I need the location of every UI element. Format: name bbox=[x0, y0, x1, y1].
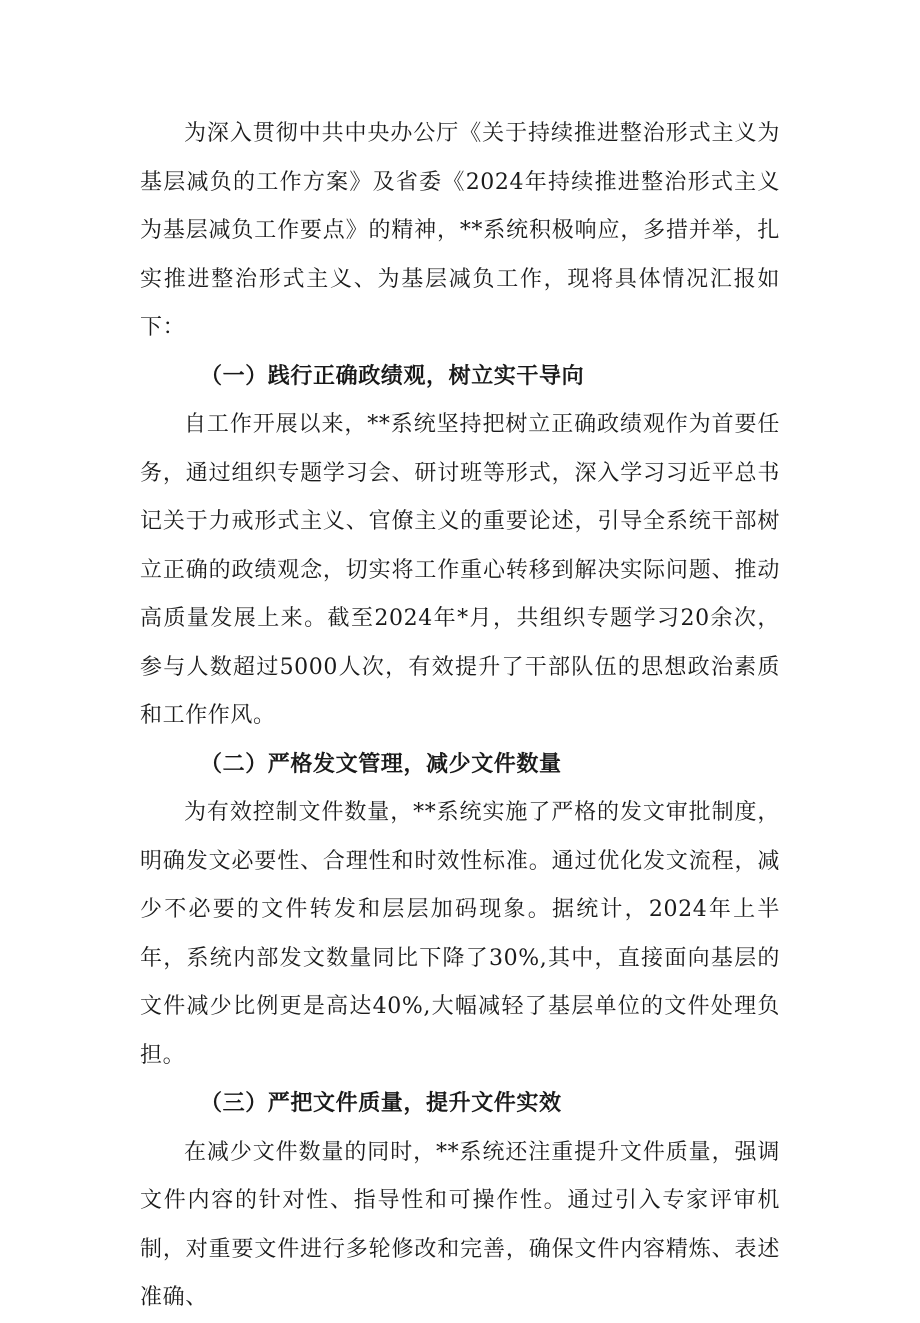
section-body-1: 自工作开展以来，**系统坚持把树立正确政绩观作为首要任务，通过组织专题学习会、研讨班等形式，深入学习习近平总书记关于力戒形式主义、官僚主义的重要论述，引导全系统干部树立正确的政绩观念，切实将工作重心转移到解决实际问题、推动高质量发展上来。截至2024年*月，共组织专题学习20余次，参与人数超过5000人次，有效提升了干部队伍的思想政治素质和工作作风。 bbox=[140, 412, 780, 728]
section-heading-3: （三）严把文件质量，提升文件实效 bbox=[200, 1091, 562, 1116]
document-body bbox=[140, 110, 780, 1323]
section-heading-2: （二）严格发文管理，减少文件数量 bbox=[200, 751, 562, 777]
intro-paragraph: 为深入贯彻中共中央办公厅《关于持续推进整治形式主义为基层减负的工作方案》及省委《2024年持续推进整治形式主义为基层减负工作要点》的精神，**系统积极响应，多措并举，扎实推进整治形式主义、为基层减负工作，现将具体情况汇报如下： bbox=[140, 121, 780, 340]
section-body-2: 为有效控制文件数量，**系统实施了严格的发文审批制度，明确发文必要性、合理性和时效性标准。通过优化发文流程，减少不必要的文件转发和层层加码现象。据统计，2024年上半年，系统内部发文数量同比下降了30%,其中，直接面向基层的文件减少比例更是高达40%,大幅减轻了基层单位的文件处理负担。 bbox=[140, 800, 780, 1068]
section-heading-1: （一）践行正确政绩观，树立实干导向 bbox=[200, 363, 585, 389]
section-body-3: 在减少文件数量的同时，**系统还注重提升文件质量，强调文件内容的针对性、指导性和可操作性。通过引入专家评审机制，对重要文件进行多轮修改和完善，确保文件内容精炼、表述准确、 bbox=[140, 1139, 780, 1310]
